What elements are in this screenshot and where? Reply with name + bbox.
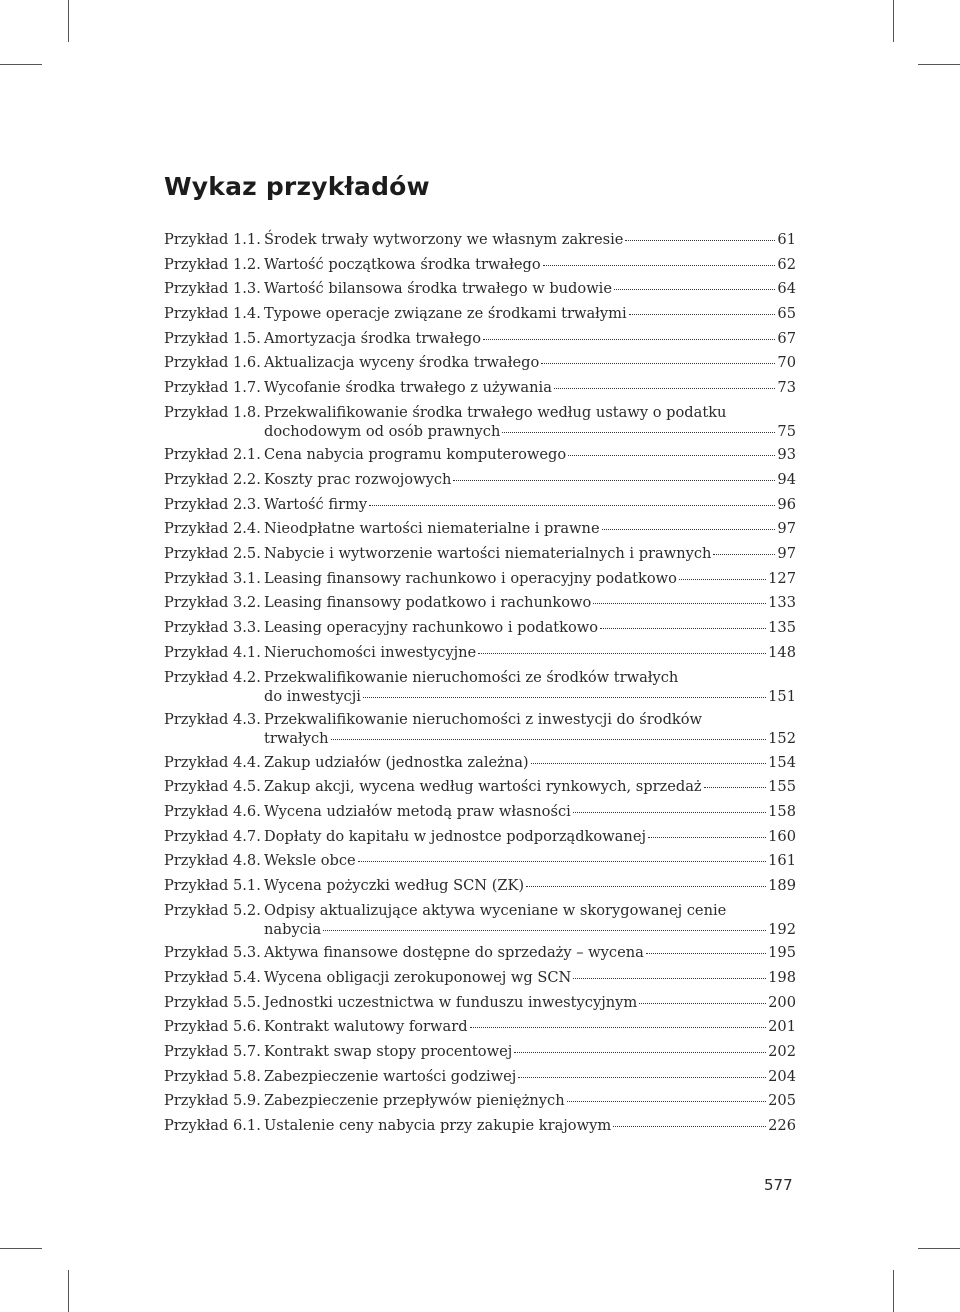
entry-body [264, 968, 796, 987]
entry-body [264, 279, 796, 298]
entry-title-line: Amortyzacja środka trwałego [264, 329, 481, 347]
entry-body [264, 643, 796, 662]
toc-entry [164, 802, 796, 821]
dot-leader [639, 1003, 766, 1004]
entry-last-line [264, 353, 796, 372]
entry-label: Przykład 3.1. [164, 569, 261, 587]
entry-page-number: 94 [777, 471, 796, 488]
toc-entry [164, 777, 796, 796]
dot-leader [573, 978, 766, 979]
entry-body [264, 618, 796, 637]
entry-page-number: 97 [777, 545, 796, 563]
dot-leader [568, 455, 775, 456]
toc-entry [164, 279, 796, 298]
entry-last-line [264, 618, 796, 637]
entry-last-line [264, 304, 796, 323]
entry-last-line [264, 1017, 796, 1036]
entry-title-line: Odpisy aktualizujące aktywa wyceniane w skorygowanej cenie [264, 901, 727, 919]
entry-page-number: 133 [768, 594, 796, 612]
crop-mark-bottom-right [893, 1270, 894, 1312]
entry-page-number: 65 [777, 305, 796, 323]
entry-body [264, 876, 796, 895]
crop-mark-bottom-right [918, 1248, 960, 1249]
entry-body [264, 445, 796, 464]
entry-title-line: Zabezpieczenie wartości godziwej [264, 1067, 517, 1085]
entry-body [264, 255, 796, 274]
entry-last-line [264, 753, 796, 772]
dot-leader [526, 886, 766, 887]
entry-body [264, 403, 796, 441]
entry-body [264, 993, 796, 1012]
dot-leader [648, 837, 766, 838]
entry-title-line: Leasing operacyjny rachunkowo i podatkowo [264, 619, 599, 637]
entry-label: Przykład 1.1. [164, 231, 261, 248]
entry-title-line: Leasing finansowy podatkowo i rachunkowo [264, 594, 592, 612]
toc-entry [164, 1067, 796, 1086]
entry-page-number: 154 [768, 753, 796, 771]
entry-page-number: 189 [768, 876, 796, 894]
dot-leader [554, 388, 776, 389]
entry-title-line: Przekwalifikowanie nieruchomości ze środków trwałych [264, 668, 679, 686]
entry-page-number: 96 [777, 495, 796, 513]
toc-entry [164, 255, 796, 274]
entry-last-line [264, 329, 796, 348]
entry-label: Przykład 4.8. [164, 852, 261, 870]
entry-title-line: Wartość bilansowa środka trwałego w budowie [264, 280, 612, 298]
dot-leader [358, 861, 766, 862]
entry-page-number: 67 [777, 329, 796, 347]
entry-label: Przykład 6.1. [164, 1116, 261, 1134]
entry-page-number: 73 [777, 379, 796, 397]
dot-leader [483, 339, 775, 340]
dot-leader [323, 930, 766, 931]
entry-title-line: Typowe operacje związane ze środkami trwałymi [264, 305, 627, 323]
entry-label: Przykład 4.6. [164, 802, 261, 820]
entry-body [264, 668, 796, 706]
dot-leader [600, 628, 766, 629]
page-number: 577 [764, 1176, 793, 1194]
toc-entry [164, 470, 796, 489]
entry-label: Przykład 1.6. [164, 354, 261, 372]
crop-mark-top-right [918, 64, 960, 65]
entry-last-line [264, 470, 796, 489]
dot-leader [646, 953, 766, 954]
toc-entry [164, 304, 796, 323]
entry-last-line [264, 1091, 796, 1110]
dot-leader [502, 432, 775, 433]
entry-body [264, 1017, 796, 1036]
entry-page-number: 202 [768, 1042, 796, 1060]
entry-body [264, 1091, 796, 1110]
entry-label: Przykład 1.7. [164, 379, 261, 397]
entry-last-line [264, 378, 796, 397]
dot-leader [679, 579, 766, 580]
entry-body [264, 378, 796, 397]
entry-page-number: 152 [768, 730, 796, 747]
entry-title-line: Wycofanie środka trwałego z używania [264, 379, 552, 397]
entry-title-line: Kontrakt walutowy forward [264, 1018, 468, 1036]
entry-label: Przykład 4.3. [164, 711, 261, 728]
entry-page-number: 64 [777, 280, 796, 298]
dot-leader [453, 480, 775, 481]
entry-title-line: Wartość początkowa środka trwałego [264, 255, 541, 273]
entry-body [264, 802, 796, 821]
entry-last-line [264, 687, 796, 706]
entry-title-line: Weksle obce [264, 852, 356, 870]
entry-label: Przykład 5.5. [164, 993, 261, 1011]
entry-last-line [264, 920, 796, 939]
entry-last-line [264, 876, 796, 895]
toc-entry [164, 710, 796, 748]
entry-last-line [264, 1042, 796, 1061]
entry-body [264, 943, 796, 962]
entry-body [264, 777, 796, 796]
entry-label: Przykład 4.4. [164, 753, 261, 771]
entry-page-number: 192 [768, 920, 796, 938]
entry-label: Przykład 2.3. [164, 495, 261, 513]
dot-leader [541, 363, 775, 364]
toc-entry [164, 618, 796, 637]
dot-leader [478, 653, 766, 654]
entry-title-line: Przekwalifikowanie środka trwałego według ustawy o podatku [264, 403, 727, 421]
entry-label: Przykład 5.3. [164, 944, 261, 962]
entry-page-number: 75 [777, 422, 796, 440]
entry-body [264, 569, 796, 588]
entry-last-line [264, 1067, 796, 1086]
entry-title-line: Cena nabycia programu komputerowego [264, 446, 567, 464]
dot-leader [514, 1052, 766, 1053]
entry-last-line [264, 230, 796, 249]
entry-last-line [264, 802, 796, 821]
entry-body [264, 1042, 796, 1061]
entry-label: Przykład 5.9. [164, 1092, 261, 1110]
toc-entry [164, 876, 796, 895]
toc-entry [164, 445, 796, 464]
entry-last-line [264, 643, 796, 662]
entry-title-line: nabycia [264, 920, 322, 938]
entry-label: Przykład 5.8. [164, 1067, 261, 1085]
entry-label: Przykład 5.7. [164, 1042, 261, 1060]
page-title: Wykaz przykładów [164, 172, 430, 201]
entry-label: Przykład 4.5. [164, 778, 261, 796]
toc-entry [164, 1017, 796, 1036]
dot-leader [470, 1027, 767, 1028]
entry-body [264, 851, 796, 870]
entry-title-line: Jednostki uczestnictwa w funduszu inwestycyjnym [264, 993, 638, 1011]
entry-body [264, 1067, 796, 1086]
entry-page-number: 70 [777, 354, 796, 372]
dot-leader [331, 739, 767, 740]
dot-leader [614, 289, 775, 290]
dot-leader [593, 603, 766, 604]
entry-body [264, 827, 796, 846]
entry-body [264, 329, 796, 348]
entry-label: Przykład 1.5. [164, 329, 261, 347]
entry-page-number: 135 [768, 619, 796, 637]
entry-label: Przykład 4.2. [164, 668, 261, 686]
dot-leader [518, 1077, 766, 1078]
entry-page-number: 226 [768, 1116, 796, 1134]
entry-page-number: 201 [768, 1018, 796, 1036]
toc-entry [164, 643, 796, 662]
toc-entry [164, 403, 796, 441]
entry-page-number: 93 [777, 446, 796, 464]
entry-last-line [264, 968, 796, 987]
dot-leader [625, 240, 775, 241]
entry-label: Przykład 1.2. [164, 255, 261, 273]
entry-body [264, 495, 796, 514]
entry-last-line [264, 593, 796, 612]
toc-entry [164, 569, 796, 588]
toc-entry [164, 230, 796, 249]
entry-label: Przykład 5.4. [164, 968, 261, 986]
entry-body [264, 593, 796, 612]
entry-body [264, 544, 796, 563]
entry-last-line [264, 279, 796, 298]
entry-last-line [264, 729, 796, 748]
toc-entry [164, 968, 796, 987]
entry-title-line: trwałych [264, 730, 329, 747]
toc-entry [164, 943, 796, 962]
entry-page-number: 198 [768, 968, 796, 986]
entry-label: Przykład 1.8. [164, 403, 261, 421]
entry-last-line [264, 519, 796, 538]
entry-body [264, 753, 796, 772]
entry-label: Przykład 4.7. [164, 827, 261, 845]
dot-leader [613, 1126, 766, 1127]
entry-page-number: 61 [777, 231, 796, 248]
entry-body [264, 304, 796, 323]
entry-title-line: Dopłaty do kapitału w jednostce podporządkowanej [264, 827, 646, 845]
crop-mark-top-right [893, 0, 894, 42]
dot-leader [531, 763, 767, 764]
toc-entry [164, 329, 796, 348]
toc-entry [164, 901, 796, 939]
entry-title-line: Wycena obligacji zerokuponowej wg SCN [264, 968, 572, 986]
toc-entry [164, 353, 796, 372]
toc-entry [164, 668, 796, 706]
entry-page-number: 148 [768, 643, 796, 661]
entry-body [264, 1116, 796, 1135]
toc-entry [164, 593, 796, 612]
entry-page-number: 127 [768, 569, 796, 587]
entry-title-line: dochodowym od osób prawnych [264, 422, 501, 440]
entry-page-number: 97 [777, 520, 796, 538]
entry-last-line [264, 422, 796, 441]
entry-body [264, 353, 796, 372]
entry-title-line: Nabycie i wytworzenie wartości niematerialnych i prawnych [264, 545, 712, 563]
entry-label: Przykład 2.4. [164, 520, 261, 538]
entry-title-line: Wartość firmy [264, 495, 368, 513]
entry-last-line [264, 1116, 796, 1135]
entry-title-line: Aktualizacja wyceny środka trwałego [264, 354, 540, 372]
toc-entry [164, 1116, 796, 1135]
entry-title-line: Wycena udziałów metodą praw własności [264, 802, 571, 820]
crop-mark-bottom-left [68, 1270, 69, 1312]
entry-label: Przykład 4.1. [164, 643, 261, 661]
toc-entry [164, 1042, 796, 1061]
toc-entry [164, 851, 796, 870]
crop-mark-top-left [0, 64, 42, 65]
dot-leader [369, 505, 775, 506]
toc-entry [164, 1091, 796, 1110]
entry-title-line: Ustalenie ceny nabycia przy zakupie krajowym [264, 1116, 612, 1134]
toc-entry [164, 827, 796, 846]
entry-title-line: Wycena pożyczki według SCN (ZK) [264, 876, 525, 894]
entry-body [264, 710, 796, 748]
entry-title-line: Koszty prac rozwojowych [264, 471, 452, 488]
entry-body [264, 470, 796, 489]
entry-body [264, 901, 796, 939]
entry-label: Przykład 3.3. [164, 619, 261, 637]
dot-leader [704, 787, 767, 788]
toc-entry [164, 544, 796, 563]
entry-title-line: do inwestycji [264, 687, 361, 705]
entry-page-number: 160 [768, 827, 796, 845]
entry-last-line [264, 851, 796, 870]
crop-mark-top-left [68, 0, 69, 42]
entry-label: Przykład 5.2. [164, 901, 261, 919]
toc-list [164, 230, 796, 1141]
entry-last-line [264, 255, 796, 274]
entry-page-number: 205 [768, 1092, 796, 1110]
entry-last-line [264, 993, 796, 1012]
entry-title-line: Zakup udziałów (jednostka zależna) [264, 753, 529, 771]
entry-last-line [264, 943, 796, 962]
entry-page-number: 158 [768, 802, 796, 820]
entry-title-line: Środek trwały wytworzony we własnym zakresie [264, 231, 624, 248]
entry-title-line: Nieodpłatne wartości niematerialne i prawne [264, 520, 600, 538]
entry-label: Przykład 2.2. [164, 471, 261, 488]
entry-title-line: Przekwalifikowanie nieruchomości z inwestycji do środków [264, 711, 703, 728]
dot-leader [629, 314, 776, 315]
entry-body [264, 519, 796, 538]
entry-page-number: 155 [768, 778, 796, 796]
entry-page-number: 62 [777, 255, 796, 273]
entry-page-number: 200 [768, 993, 796, 1011]
entry-page-number: 195 [768, 944, 796, 962]
entry-label: Przykład 5.6. [164, 1018, 261, 1036]
entry-body [264, 230, 796, 249]
toc-entry [164, 495, 796, 514]
dot-leader [567, 1101, 767, 1102]
toc-entry [164, 993, 796, 1012]
entry-title-line: Zakup akcji, wycena według wartości rynkowych, sprzedaż [264, 778, 702, 796]
entry-last-line [264, 445, 796, 464]
entry-label: Przykład 1.4. [164, 305, 261, 323]
entry-label: Przykład 5.1. [164, 876, 261, 894]
entry-label: Przykład 1.3. [164, 280, 261, 298]
toc-entry [164, 519, 796, 538]
entry-label: Przykład 2.5. [164, 545, 261, 563]
entry-title-line: Nieruchomości inwestycyjne [264, 643, 477, 661]
dot-leader [573, 812, 766, 813]
entry-last-line [264, 777, 796, 796]
entry-title-line: Zabezpieczenie przepływów pieniężnych [264, 1092, 565, 1110]
entry-title-line: Aktywa finansowe dostępne do sprzedaży – wycena [264, 944, 644, 962]
entry-page-number: 161 [768, 852, 796, 870]
entry-last-line [264, 827, 796, 846]
dot-leader [602, 529, 776, 530]
dot-leader [363, 697, 766, 698]
dot-leader [543, 265, 776, 266]
entry-page-number: 204 [768, 1067, 796, 1085]
entry-last-line [264, 544, 796, 563]
entry-last-line [264, 569, 796, 588]
entry-page-number: 151 [768, 687, 796, 705]
entry-label: Przykład 3.2. [164, 594, 261, 612]
entry-title-line: Kontrakt swap stopy procentowej [264, 1042, 513, 1060]
dot-leader [713, 554, 775, 555]
toc-entry [164, 378, 796, 397]
entry-last-line [264, 495, 796, 514]
crop-mark-bottom-left [0, 1248, 42, 1249]
entry-label: Przykład 2.1. [164, 446, 261, 464]
toc-entry [164, 753, 796, 772]
entry-title-line: Leasing finansowy rachunkowo i operacyjny podatkowo [264, 569, 677, 587]
